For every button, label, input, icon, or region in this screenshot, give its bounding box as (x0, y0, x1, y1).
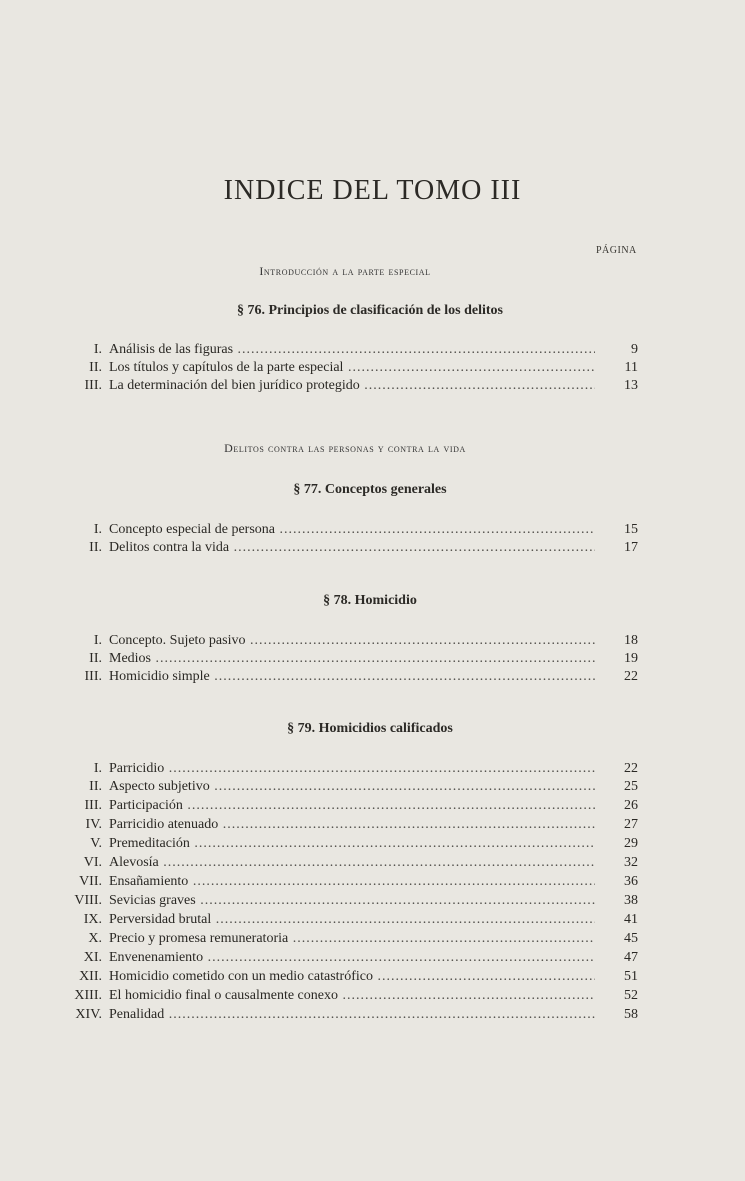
entry-page: 11 (624, 360, 638, 375)
entry-number: III. (84, 378, 102, 393)
entry-page: 22 (624, 669, 638, 684)
entry-page: 15 (624, 522, 638, 537)
toc-entry[interactable] (0, 968, 745, 986)
entry-title: Sevicias graves ..... (109, 892, 595, 910)
entry-title: Parricidio ..... (109, 760, 595, 778)
entry-title: Alevosía ..... (109, 854, 595, 872)
entry-number: VII. (79, 874, 102, 889)
toc-entry[interactable] (0, 930, 745, 948)
toc-entry[interactable] (0, 760, 745, 778)
entry-page: 32 (624, 855, 638, 870)
toc-entry[interactable] (0, 778, 745, 796)
entry-page: 45 (624, 931, 638, 946)
entry-number: X. (88, 931, 102, 946)
entry-title: Homicidio simple ..... (109, 668, 595, 686)
entry-page: 26 (624, 798, 638, 813)
toc-entry[interactable] (0, 668, 745, 686)
toc-entry[interactable] (0, 632, 745, 650)
entry-title: Perversidad brutal ..... (109, 911, 595, 929)
toc-entry[interactable] (0, 949, 745, 967)
entry-number: II. (89, 779, 102, 794)
section-heading-78: § 78. Homicidio (323, 593, 417, 608)
entry-page: 22 (624, 761, 638, 776)
toc-entry[interactable] (0, 377, 745, 395)
entry-number: II. (89, 360, 102, 375)
entry-number: III. (84, 669, 102, 684)
entry-title: El homicidio final o causalmente conexo ..... (109, 987, 595, 1005)
entry-title: Precio y promesa remuneratoria ..... (109, 930, 595, 948)
toc-entry[interactable] (0, 873, 745, 891)
entry-title: Los títulos y capítulos de la parte especial ..... (109, 359, 595, 377)
entry-page: 41 (624, 912, 638, 927)
entry-page: 13 (624, 378, 638, 393)
toc-entry[interactable] (0, 892, 745, 910)
entry-page: 17 (624, 540, 638, 555)
toc-entry[interactable] (0, 539, 745, 557)
entry-title: Concepto. Sujeto pasivo ..... (109, 632, 595, 650)
entry-page: 29 (624, 836, 638, 851)
entry-title: Homicidio cometido con un medio catastrófico ..... (109, 968, 595, 986)
entry-number: VIII. (74, 893, 102, 908)
entry-page: 19 (624, 651, 638, 666)
entry-number: III. (84, 798, 102, 813)
entry-number: V. (90, 836, 102, 851)
entry-title: Envenenamiento ..... (109, 949, 595, 967)
page-title: INDICE DEL TOMO III (223, 175, 522, 206)
entry-page: 52 (624, 988, 638, 1003)
entry-number: II. (89, 540, 102, 555)
toc-entry[interactable] (0, 341, 745, 359)
entry-title: Participación ..... (109, 797, 595, 815)
entry-number: XI. (83, 950, 102, 965)
entry-number: VI. (83, 855, 102, 870)
section-heading-76: § 76. Principios de clasificación de los delitos (237, 303, 503, 318)
entry-page: 36 (624, 874, 638, 889)
toc-entry[interactable] (0, 1006, 745, 1024)
entry-title: Análisis de las figuras ..... (109, 341, 595, 359)
entry-title: Penalidad ..... (109, 1006, 595, 1024)
entry-page: 27 (624, 817, 638, 832)
entry-page: 58 (624, 1007, 638, 1022)
toc-entry[interactable] (0, 835, 745, 853)
entry-number: XIII. (74, 988, 102, 1003)
toc-entry[interactable] (0, 987, 745, 1005)
entry-number: I. (93, 761, 102, 776)
entry-number: I. (93, 522, 102, 537)
entry-title: Concepto especial de persona ..... (109, 521, 595, 539)
entry-number: XIV. (75, 1007, 102, 1022)
entry-number: IX. (83, 912, 102, 927)
entry-page: 38 (624, 893, 638, 908)
entry-number: IV. (85, 817, 102, 832)
toc-entry[interactable] (0, 911, 745, 929)
entry-title: Delitos contra la vida ..... (109, 539, 595, 557)
entry-page: 18 (624, 633, 638, 648)
toc-entry[interactable] (0, 521, 745, 539)
entry-number: II. (89, 651, 102, 666)
entry-title: Premeditación ..... (109, 835, 595, 853)
entry-number: I. (93, 633, 102, 648)
entry-title: Parricidio atenuado ..... (109, 816, 595, 834)
toc-entry[interactable] (0, 797, 745, 815)
toc-entry[interactable] (0, 816, 745, 834)
entry-title: La determinación del bien jurídico protegido ..... (109, 377, 595, 395)
entry-page: 25 (624, 779, 638, 794)
section-heading-77: § 77. Conceptos generales (293, 482, 447, 497)
toc-entry[interactable] (0, 854, 745, 872)
entry-number: XII. (79, 969, 102, 984)
toc-entry[interactable] (0, 359, 745, 377)
page-column-header: PÁGINA (596, 245, 637, 256)
entry-number: I. (93, 342, 102, 357)
part-heading-intro: Introducción a la parte especial (259, 264, 431, 278)
entry-title: Aspecto subjetivo ..... (109, 778, 595, 796)
section-heading-79: § 79. Homicidios calificados (287, 721, 453, 736)
part-heading-delitos: Delitos contra las personas y contra la vida (224, 441, 466, 455)
entry-page: 9 (631, 342, 638, 357)
entry-title: Ensañamiento ..... (109, 873, 595, 891)
entry-title: Medios ..... (109, 650, 595, 668)
entry-page: 47 (624, 950, 638, 965)
toc-entry[interactable] (0, 650, 745, 668)
entry-page: 51 (624, 969, 638, 984)
